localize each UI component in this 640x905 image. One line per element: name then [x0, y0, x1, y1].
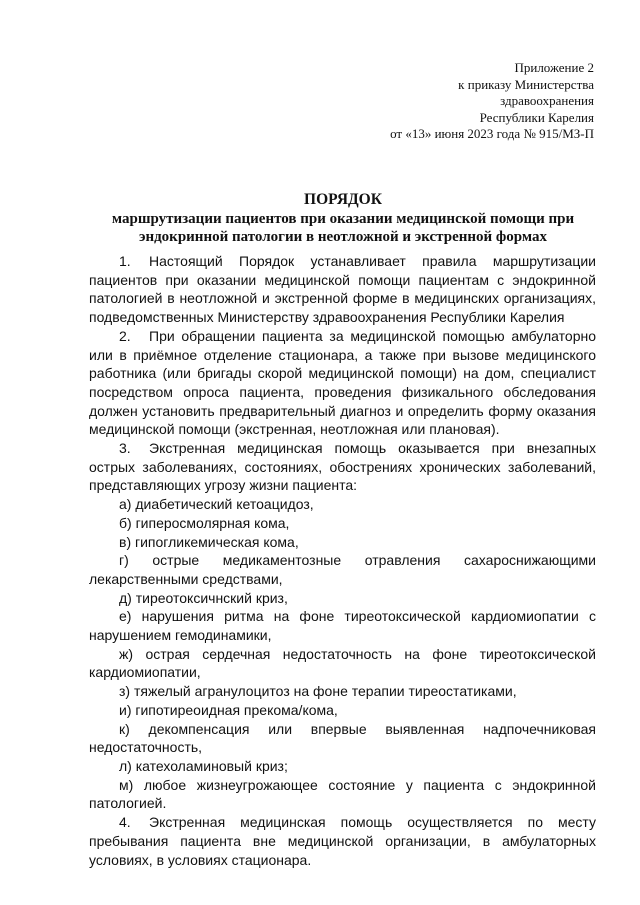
list-item: е) нарушения ритма на фоне тиреотоксической кардиомиопатии с нарушением гемодинамики,	[89, 608, 596, 644]
list-item: и) гипотиреоидная прекома/кома,	[119, 701, 338, 718]
paragraph	[89, 327, 596, 439]
annex-header	[390, 60, 594, 143]
annex-line: Приложение 2	[514, 60, 594, 75]
annex-line: от «13» июня 2023 года № 915/МЗ-П	[390, 126, 594, 141]
paragraph	[89, 252, 596, 327]
paragraph-text: Настоящий Порядок устанавливает правила маршрутизации пациентов при оказании медицинской помощи пациентам с эндокринной патологией в неотложной и экстренной форме в медицинских организациях, подведомственных Министерству здравоохранения Республики Карелия	[89, 253, 596, 326]
list-item: б) гиперосмолярная кома,	[119, 514, 290, 531]
document-body	[89, 252, 596, 869]
paragraph-text: Экстренная медицинская помощь оказывается при внезапных острых заболеваниях, состояниях, обострениях хронических заболеваний, представляющих угрозу жизни пациента:	[89, 440, 596, 494]
list-item: к) декомпенсация или впервые выявленная надпочечниковая недостаточность,	[89, 720, 596, 756]
paragraph	[89, 439, 596, 495]
annex-line: к приказу Министерства	[458, 76, 594, 92]
document-title	[88, 191, 598, 246]
paragraph-number: 1.	[119, 253, 131, 269]
list-item: а) диабетический кетоацидоз,	[119, 496, 314, 513]
paragraph	[89, 813, 596, 869]
list-item: л) катехоламиновый криз;	[119, 757, 288, 774]
title-subtitle: эндокринной патологии в неотложной и экстренной формах	[138, 229, 548, 245]
annex-line: здравоохранения	[500, 93, 594, 108]
list-item: д) тиреотоксичнский криз,	[119, 589, 288, 606]
paragraph-text: При обращении пациента за медицинской помощью амбулаторно или в приёмное отделение стационара, а также при вызове медицинского работника (или бригады скорой медицинской помощи) на дом, специалист посредством опроса пациента, проведения физикального обследования должен установить предварительный диагноз и определить форму оказания медицинской помощи (экстренная, неотложная или плановая).	[89, 327, 596, 438]
list-item: з) тяжелый агранулоцитоз на фоне терапии тиреостатиками,	[119, 683, 517, 700]
annex-line: Республики Карелия	[479, 109, 594, 125]
paragraph-number: 2.	[119, 327, 131, 344]
paragraph-number: 4.	[119, 814, 131, 831]
list-item: г) острые медикаментозные отравления сахароснижающими лекарственными средствами,	[89, 552, 596, 587]
list-item: в) гипогликемическая кома,	[119, 533, 299, 550]
paragraph-number: 3.	[119, 440, 131, 457]
title-heading: ПОРЯДОК	[304, 191, 382, 208]
list-item: м) любое жизнеугрожающее состояние у пациента с эндокринной патологией.	[89, 776, 596, 812]
paragraph-text: Экстренная медицинская помощь осуществляется по месту пребывания пациента вне медицинской организации, в амбулаторных условиях, в условиях стационара.	[89, 814, 596, 868]
list-item: ж) острая сердечная недостаточность на фоне тиреотоксической кардиомиопатии,	[89, 645, 596, 681]
title-subtitle: маршрутизации пациентов при оказании медицинской помощи при	[111, 211, 575, 227]
